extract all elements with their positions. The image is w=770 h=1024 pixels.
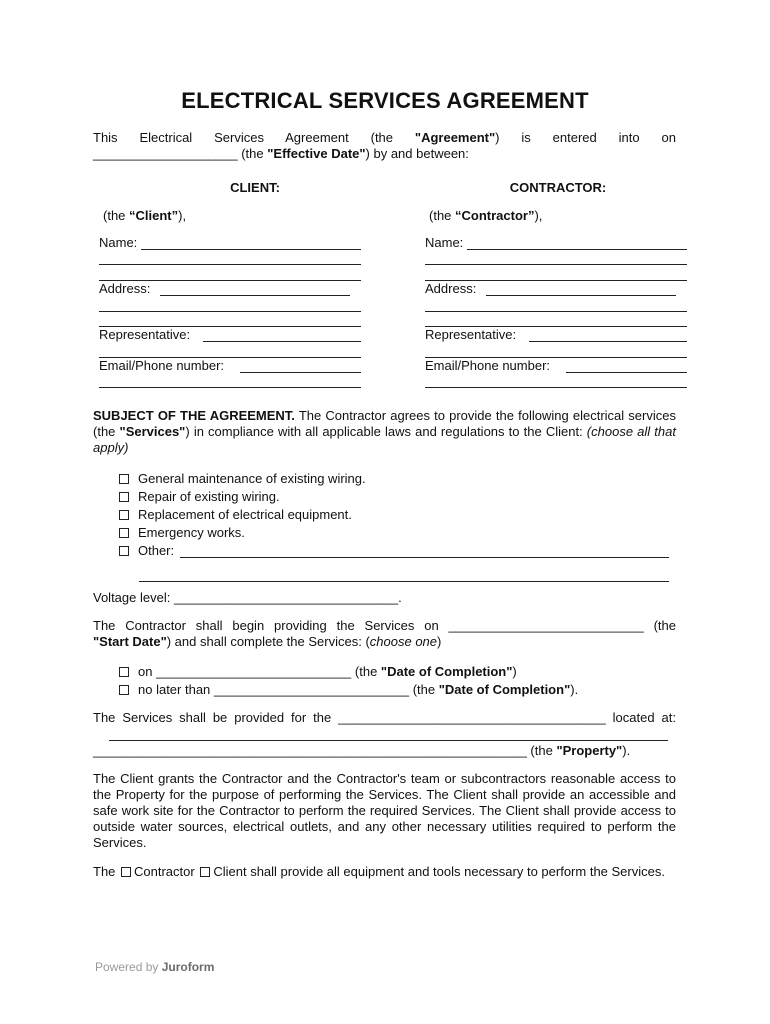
option-replacement[interactable] bbox=[119, 507, 352, 523]
checkbox-icon[interactable] bbox=[119, 685, 129, 695]
client-term: “Client” bbox=[129, 208, 179, 223]
powered-by-text: Powered by bbox=[95, 960, 162, 974]
text: ). bbox=[622, 743, 631, 758]
contractor-address-field[interactable] bbox=[486, 295, 676, 296]
choose-all-note: (choose all that apply) bbox=[93, 424, 676, 455]
option-label: Other: bbox=[138, 543, 175, 558]
option-repair-wiring[interactable] bbox=[119, 489, 280, 505]
checkbox-icon[interactable] bbox=[200, 867, 210, 877]
contractor-heading: CONTRACTOR: bbox=[509, 180, 607, 195]
text: shall provide all equipment and tools necessary to perform the Services. bbox=[246, 864, 665, 879]
client-option-label: Client bbox=[213, 864, 247, 879]
contractor-email-field-2[interactable] bbox=[425, 387, 687, 388]
contractor-name-field[interactable] bbox=[467, 249, 687, 250]
intro-line-1 bbox=[93, 130, 676, 146]
checkbox-icon[interactable] bbox=[119, 528, 129, 538]
text: ) bbox=[512, 664, 517, 679]
client-rep-field[interactable] bbox=[203, 341, 361, 342]
equipment-paragraph bbox=[93, 864, 676, 880]
intro-paragraph bbox=[93, 130, 676, 162]
option-label: Emergency works. bbox=[138, 525, 245, 540]
choose-one-note: choose one bbox=[369, 634, 438, 649]
property-field[interactable]: _____________________________________ bbox=[338, 710, 606, 725]
completion-on-option[interactable] bbox=[119, 664, 517, 680]
checkbox-icon[interactable] bbox=[119, 474, 129, 484]
completion-term: "Date of Completion" bbox=[438, 682, 571, 697]
option-label: General maintenance of existing wiring. bbox=[138, 471, 366, 486]
client-name-field[interactable] bbox=[141, 249, 361, 250]
document-title: ELECTRICAL SERVICES AGREEMENT bbox=[181, 88, 589, 113]
intro-text: ) by and between: bbox=[365, 146, 469, 161]
text: no later than bbox=[138, 682, 214, 697]
intro-text: (the bbox=[237, 146, 268, 161]
property-line-1 bbox=[93, 710, 676, 726]
text: ), bbox=[178, 208, 187, 223]
option-other[interactable] bbox=[119, 543, 174, 559]
contractor-the-line bbox=[429, 208, 542, 224]
text: (the bbox=[526, 743, 557, 758]
checkbox-icon[interactable] bbox=[119, 546, 129, 556]
property-address-field[interactable] bbox=[109, 740, 668, 741]
text: The bbox=[93, 864, 120, 879]
text: (the bbox=[643, 618, 676, 633]
client-name-label: Name: bbox=[99, 235, 138, 250]
client-rep-label: Representative: bbox=[99, 327, 191, 342]
start-line-2 bbox=[93, 634, 676, 650]
contractor-rep-field[interactable] bbox=[529, 341, 687, 342]
completion-no-later-option[interactable] bbox=[119, 682, 578, 698]
completion-date-field[interactable]: ___________________________ bbox=[213, 682, 410, 697]
text: (the bbox=[409, 682, 439, 697]
contractor-term: “Contractor” bbox=[455, 208, 535, 223]
checkbox-icon[interactable] bbox=[119, 667, 129, 677]
contractor-rep-label: Representative: bbox=[425, 327, 517, 342]
checkbox-icon[interactable] bbox=[119, 510, 129, 520]
text: (the bbox=[103, 208, 130, 223]
effective-date-blank[interactable]: ____________________ bbox=[93, 146, 238, 161]
start-line-1 bbox=[93, 618, 676, 634]
client-address-field-2[interactable] bbox=[99, 311, 361, 312]
completion-date-field[interactable]: ___________________________ bbox=[156, 664, 352, 679]
option-label: Repair of existing wiring. bbox=[138, 489, 280, 504]
text: located at: bbox=[605, 710, 676, 725]
contractor-email-label: Email/Phone number: bbox=[425, 358, 551, 373]
voltage-line bbox=[93, 590, 402, 606]
property-line-3 bbox=[93, 743, 630, 759]
effective-date-term: "Effective Date" bbox=[267, 146, 366, 161]
powered-by-footer[interactable] bbox=[95, 960, 214, 974]
contractor-address-field-2[interactable] bbox=[425, 311, 687, 312]
intro-text: This Electrical Services Agreement (the bbox=[93, 130, 415, 145]
client-name-field-2[interactable] bbox=[99, 264, 361, 265]
access-paragraph: The Client grants the Contractor and the Contractor's team or subcontractors reasonable access to the Property for the purpose of performing the Services. The Client shall provide an accessible and safe work site for the Contractor to perform the required Services. The Client shall provide access to outside water sources, electrical outlets, and any other necessary utilities required to perform the Services. bbox=[93, 771, 676, 850]
client-the-line bbox=[103, 208, 186, 224]
agreement-term: "Agreement" bbox=[414, 130, 496, 145]
option-emergency[interactable] bbox=[119, 525, 245, 541]
services-term: "Services" bbox=[119, 424, 186, 439]
subject-paragraph bbox=[93, 408, 676, 456]
client-address-field[interactable] bbox=[160, 295, 350, 296]
subject-text: The Contractor agrees to provide the following electrical services (the bbox=[93, 408, 676, 439]
client-email-field-2[interactable] bbox=[99, 387, 361, 388]
option-general-maintenance[interactable] bbox=[119, 471, 366, 487]
subject-text: ) in compliance with all applicable laws and regulations to the Client: bbox=[185, 424, 587, 439]
voltage-label: Voltage level: bbox=[93, 590, 174, 605]
other-field[interactable] bbox=[180, 557, 669, 558]
option-label: Replacement of electrical equipment. bbox=[138, 507, 352, 522]
text: The Contractor shall begin providing the Services on bbox=[93, 618, 449, 633]
client-email-label: Email/Phone number: bbox=[99, 358, 225, 373]
other-field-2[interactable] bbox=[139, 581, 669, 582]
checkbox-icon[interactable] bbox=[119, 492, 129, 502]
client-address-label: Address: bbox=[99, 281, 151, 296]
text: ) and shall complete the Services: ( bbox=[166, 634, 370, 649]
contractor-email-field[interactable] bbox=[566, 372, 687, 373]
contractor-address-label: Address: bbox=[425, 281, 477, 296]
text: on bbox=[138, 664, 157, 679]
text: The Services shall be provided for the bbox=[93, 710, 339, 725]
juroform-logo: Juroform bbox=[161, 960, 215, 974]
property-address-field-2[interactable]: ____________________________________________________________ bbox=[93, 743, 527, 758]
text: . bbox=[398, 590, 402, 605]
start-date-field[interactable]: ___________________________ bbox=[448, 618, 644, 633]
checkbox-icon[interactable] bbox=[121, 867, 131, 877]
contractor-name-label: Name: bbox=[425, 235, 464, 250]
subject-heading: SUBJECT OF THE AGREEMENT. bbox=[93, 408, 295, 423]
contractor-option-label: Contractor bbox=[134, 864, 195, 879]
intro-line-2 bbox=[93, 146, 676, 162]
text: (the bbox=[429, 208, 456, 223]
text: ). bbox=[570, 682, 579, 697]
property-term: "Property" bbox=[556, 743, 623, 758]
text: ) bbox=[437, 634, 442, 649]
intro-text: ) is entered into on bbox=[495, 130, 676, 145]
client-email-field[interactable] bbox=[240, 372, 361, 373]
text: (the bbox=[351, 664, 381, 679]
client-heading: CLIENT: bbox=[230, 180, 280, 195]
start-date-term: "Start Date" bbox=[93, 634, 167, 649]
text: ), bbox=[534, 208, 543, 223]
start-paragraph bbox=[93, 618, 676, 650]
completion-term: "Date of Completion" bbox=[380, 664, 513, 679]
property-paragraph bbox=[93, 710, 676, 726]
voltage-field[interactable]: _______________________________ bbox=[173, 590, 399, 605]
contractor-name-field-2[interactable] bbox=[425, 264, 687, 265]
